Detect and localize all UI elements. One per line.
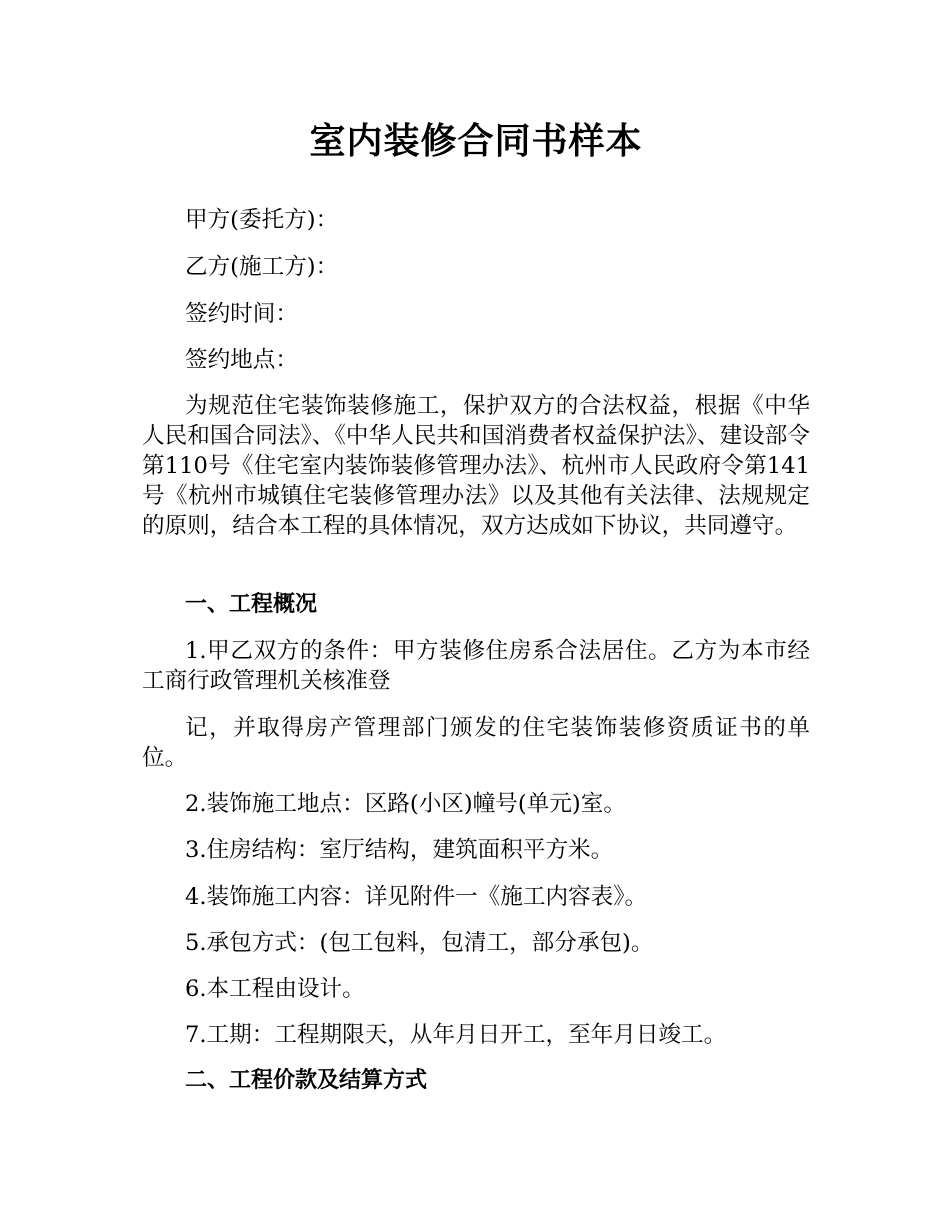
signing-place-field: 签约地点：	[185, 347, 298, 373]
section-1-item-3: 3.住房结构：室厅结构，建筑面积平方米。	[185, 837, 614, 863]
party-a-field: 甲方(委托方)：	[185, 207, 339, 233]
signing-time-field: 签约时间：	[185, 301, 298, 327]
section-1-item-6: 6.本工程由设计。	[185, 976, 365, 1002]
section-heading-2: 二、工程价款及结算方式	[185, 1068, 428, 1093]
section-1-item-4: 4.装饰施工内容：详见附件一《施工内容表》。	[185, 884, 648, 910]
party-b-field: 乙方(施工方)：	[185, 254, 339, 280]
section-1-item-2: 2.装饰施工地点：区路(小区)幢号(单元)室。	[185, 791, 626, 817]
section-1-item-5: 5.承包方式：(包工包料，包清工，部分承包)。	[185, 930, 654, 956]
preamble-paragraph: 为规范住宅装饰装修施工，保护双方的合法权益，根据《中华人民和国合同法》、《中华人民共和国消费者权益保护法》、建设部令第110号《住宅室内装饰装修管理办法》、杭州市人民政府令第141号《杭州市城镇住宅装修管理办法》以及其他有关法律、法规规定的原则，结合本工程的具体情况，双方达成如下协议，共同遵守。	[142, 393, 810, 539]
section-1-item-7: 7.工期：工程期限天，从年月日开工，至年月日竣工。	[185, 1022, 727, 1048]
section-1-item-1: 1.甲乙双方的条件：甲方装修住房系合法居住。乙方为本市经工商行政管理机关核准登	[142, 638, 810, 694]
section-heading-1: 一、工程概况	[185, 592, 318, 617]
section-1-item-1-continued: 记，并取得房产管理部门颁发的住宅装饰装修资质证书的单位。	[142, 715, 810, 771]
document-title: 室内装修合同书样本	[309, 121, 643, 162]
